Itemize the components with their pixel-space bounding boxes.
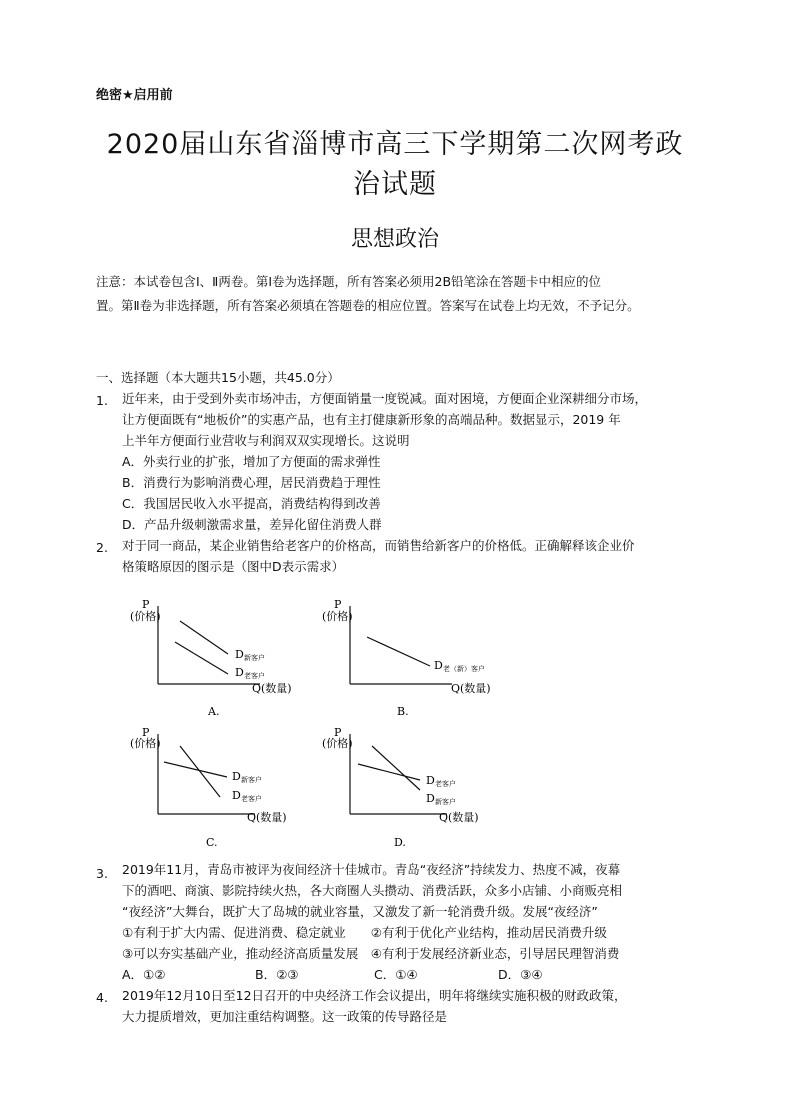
- option-d: D．产品升级刺激需求量，差异化留住消费人群: [122, 517, 382, 532]
- question-text: 近年来，由于受到外卖市场冲击，方便面销量一度锐减。面对困境，方便面企业深耕细分市场，: [122, 391, 648, 406]
- option-c: C．我国居民收入水平提高，消费结构得到改善: [122, 496, 381, 511]
- demand-curve-old: [358, 764, 420, 780]
- demand-curve-new: [164, 762, 227, 777]
- graph-option-label: A.: [208, 705, 220, 718]
- graph-option-label: C.: [206, 836, 218, 849]
- choice-d: D．③④: [498, 967, 543, 982]
- axis-q-label: Q(数量): [451, 682, 491, 695]
- question-text: 大力提质增效，更加注重结构调整。这一政策的传导路径是: [122, 1009, 448, 1024]
- confidential-mark: 绝密★启用前: [96, 88, 173, 103]
- axis-p-label: P: [334, 598, 342, 611]
- question-2: [122, 535, 635, 577]
- instructions-line: 置。第Ⅱ卷为非选择题，所有答案必须填在答题卷的相应位置。答案写在试卷上均无效，不予记分。: [96, 298, 640, 313]
- axis-price-label: (价格): [130, 737, 161, 750]
- demand-curve-old: [175, 642, 228, 674]
- curve-label: D: [426, 792, 435, 805]
- graph-option-label: D.: [394, 836, 406, 849]
- exam-title-line-1: 2020届山东省淄博市高三下学期第二次网考政: [106, 129, 684, 160]
- graph-a: [120, 596, 320, 721]
- graph-d: [312, 722, 512, 852]
- axis-price-label: (价格): [322, 610, 353, 623]
- axis-p-label: P: [142, 598, 150, 611]
- curve-sub-label: 新客户: [244, 654, 265, 662]
- question-text: 下的酒吧、商演、影院持续火热，各大商圈人头攒动、消费活跃，众多小店铺、小商贩亮相: [122, 883, 623, 898]
- demand-curve-old: [180, 746, 220, 797]
- exam-title-line-2: 治试题: [353, 169, 437, 200]
- curve-sub-label: 新客户: [435, 798, 456, 806]
- question-4: [122, 985, 627, 1027]
- axis-q-label: Q(数量): [252, 682, 292, 695]
- axis-p-label: P: [142, 726, 150, 739]
- question-3: [122, 859, 622, 985]
- instructions-line: 注意：本试卷包含Ⅰ、Ⅱ两卷。第Ⅰ卷为选择题，所有答案必须用2B铅笔涂在答题卡中相应的位: [96, 274, 602, 289]
- option-b: B．消费行为影响消费心理，居民消费趋于理性: [122, 475, 381, 490]
- question-text: 让方便面既有“地板价”的实惠产品，也有主打健康新形象的高端品种。数据显示，2019 年: [122, 412, 621, 427]
- curve-sub-label: 老客户: [241, 795, 262, 803]
- demand-curve-new: [372, 746, 420, 790]
- graph-option-label: B.: [397, 705, 409, 718]
- graph-b: [312, 596, 512, 721]
- choice-row: [122, 964, 622, 985]
- demand-curve-both: [367, 637, 430, 666]
- subject-title: 思想政治: [350, 227, 439, 252]
- choice-b: B．②③: [255, 967, 299, 982]
- question-number: 1.: [96, 393, 108, 408]
- graph-c: [120, 722, 320, 852]
- section-heading: 一、选择题（本大题共15小题，共45.0分）: [96, 370, 340, 385]
- question-number: 3.: [96, 866, 108, 881]
- axis-q-label: Q(数量): [439, 811, 479, 824]
- question-text: 2019年12月10日至12日召开的中央经济工作会议提出，明年将继续实施积极的财政政策，: [122, 988, 627, 1003]
- question-text: “夜经济”大舞台，既扩大了岛城的就业容量，又激发了新一轮消费升级。发展“夜经济”: [122, 904, 598, 919]
- question-number: 4.: [96, 990, 108, 1005]
- curve-sub-label: 老客户: [244, 672, 265, 680]
- question-text: 2019年11月，青岛市被评为夜间经济十佳城市。青岛“夜经济”持续发力、热度不减，夜幕: [122, 862, 621, 877]
- statement-line: ③可以夯实基础产业，推动经济高质量发展 ④有利于发展经济新业态，引导居民理智消费: [122, 946, 620, 961]
- curve-sub-label: 老（新）客户: [443, 665, 485, 673]
- question-number: 2.: [96, 540, 108, 555]
- curve-sub-label: 老客户: [435, 780, 456, 788]
- axis-q-label: Q(数量): [247, 811, 287, 824]
- question-text: 对于同一商品，某企业销售给老客户的价格高，而销售给新客户的价格低。正确解释该企业价: [122, 538, 635, 553]
- question-text: 上半年方便面行业营收与利润双双实现增长。这说明: [122, 433, 410, 448]
- curve-sub-label: 新客户: [241, 776, 262, 784]
- question-1: [122, 388, 647, 535]
- axis-p-label: P: [334, 726, 342, 739]
- question-text: 格策略原因的图示是（图中D表示需求）: [122, 559, 345, 574]
- statement-line: ①有利于扩大内需、促进消费、稳定就业 ②有利于优化产业结构，推动居民消费升级: [122, 925, 607, 940]
- curve-label: D: [232, 770, 241, 783]
- axis-price-label: (价格): [322, 737, 353, 750]
- option-a: A．外卖行业的扩张，增加了方便面的需求弹性: [122, 454, 381, 469]
- choice-c: C．①④: [374, 967, 418, 982]
- curve-label: D: [434, 659, 443, 672]
- curve-label: D: [235, 648, 244, 661]
- curve-label: D: [426, 774, 435, 787]
- choice-a: A．①②: [122, 967, 166, 982]
- curve-label: D: [235, 666, 244, 679]
- axis-price-label: (价格): [130, 610, 161, 623]
- exam-instructions: [96, 270, 696, 318]
- curve-label: D: [232, 789, 241, 802]
